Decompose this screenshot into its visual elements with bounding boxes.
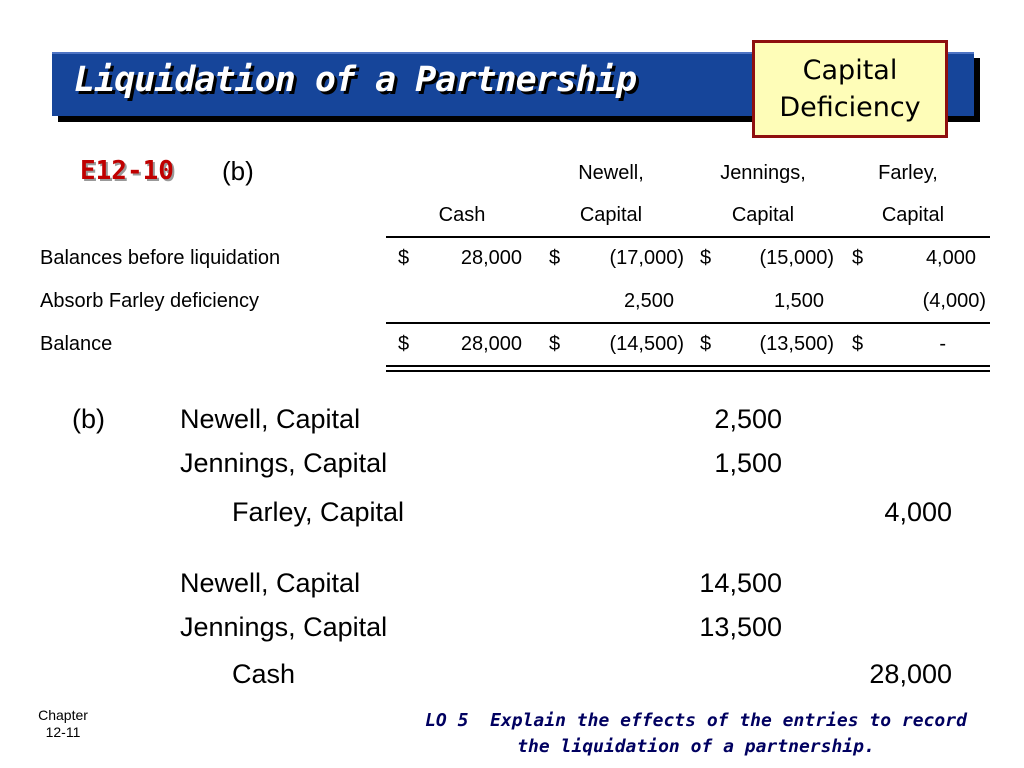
jennings-value: (13,500) (759, 333, 834, 355)
credit-amount: 4,000 (884, 497, 952, 527)
row-label: Balances before liquidation (40, 247, 281, 269)
account-name: Farley, Capital (232, 497, 405, 527)
learning-objective (404, 708, 988, 760)
newell-sign: $ (549, 333, 561, 355)
jennings-value: (15,000) (759, 247, 834, 269)
learning-objective-line-1: LO 5 Explain the effects of the entries to record (425, 710, 967, 731)
slide-title: Liquidation of a Partnership (74, 60, 637, 100)
exercise-part: (b) (222, 156, 254, 186)
newell-value: 2,500 (623, 290, 674, 312)
debit-amount: 13,500 (699, 612, 782, 642)
header-cash: Cash (438, 204, 486, 226)
double-rule-bottom (386, 370, 990, 372)
cash-sign: $ (398, 333, 410, 355)
credit-amount: 28,000 (869, 659, 952, 689)
exercise-id: E12-10 (80, 156, 174, 186)
jennings-sign: $ (700, 333, 712, 355)
cash-sign: $ (398, 247, 410, 269)
account-name: Cash (232, 659, 296, 689)
badge-line-2: Deficiency (779, 92, 921, 123)
jennings-value: 1,500 (773, 290, 824, 312)
account-name: Newell, Capital (180, 568, 361, 598)
header-jennings-capital: Capital (731, 204, 795, 226)
header-newell-capital: Capital (579, 204, 643, 226)
header-newell-line1: Newell, (578, 162, 644, 184)
row-label: Balance (40, 333, 113, 355)
farley-sign: $ (852, 247, 864, 269)
subtotal-rule (386, 322, 990, 324)
learning-objective-line-2: the liquidation of a partnership. (517, 736, 875, 757)
header-farley-line1: Farley, (878, 162, 938, 184)
jennings-sign: $ (700, 247, 712, 269)
newell-value: (14,500) (609, 333, 684, 355)
cash-value: 28,000 (460, 247, 522, 269)
cash-value: 28,000 (460, 333, 522, 355)
farley-sign: $ (852, 333, 864, 355)
journal-part-label: (b) (72, 404, 105, 434)
newell-value: (17,000) (609, 247, 684, 269)
chapter-footer (22, 707, 104, 741)
account-name: Jennings, Capital (180, 612, 388, 642)
debit-amount: 1,500 (714, 448, 782, 478)
debit-amount: 14,500 (699, 568, 782, 598)
debit-amount: 2,500 (714, 404, 782, 434)
topic-badge (752, 40, 948, 138)
farley-value: - (939, 333, 946, 355)
account-name: Newell, Capital (180, 404, 361, 434)
header-farley-capital: Capital (881, 204, 945, 226)
account-name: Jennings, Capital (180, 448, 388, 478)
double-rule-top (386, 365, 990, 367)
chapter-label: Chapter (38, 707, 88, 723)
farley-value: (4,000) (922, 290, 986, 312)
header-jennings-line1: Jennings, (720, 162, 806, 184)
row-label: Absorb Farley deficiency (40, 290, 259, 312)
chapter-page: 12-11 (45, 724, 81, 740)
badge-line-1: Capital (802, 55, 898, 86)
header-rule (386, 236, 990, 238)
farley-value: 4,000 (925, 247, 976, 269)
newell-sign: $ (549, 247, 561, 269)
